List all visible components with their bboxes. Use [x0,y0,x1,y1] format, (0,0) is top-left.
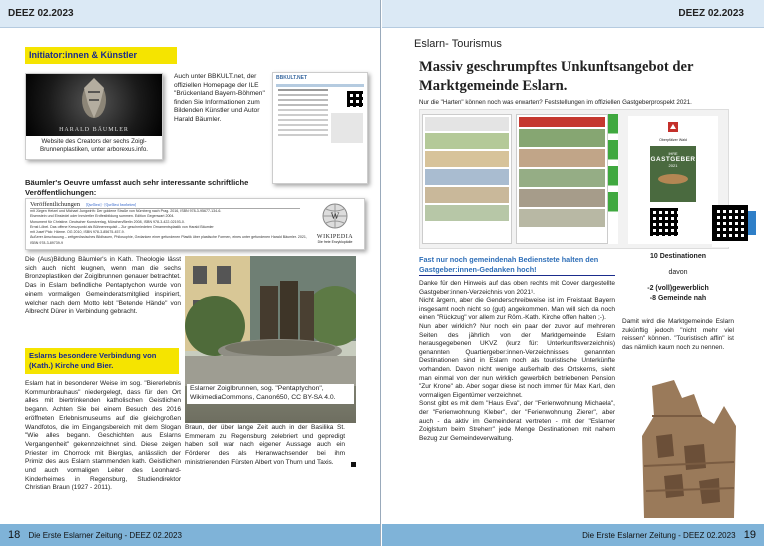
harald-logo-image [26,74,162,136]
website-screenshot [25,73,163,160]
blue-quote: Fast nur noch gemeindenah Bedienstete halten den Gastgeber:innen-Gedanken hoch! [419,255,615,276]
left-footer [0,524,380,546]
subtitle: Nur die "Harten" können noch was erwarten? Feststellungen im offiziellen Gastgeberprospekt 2021. [419,99,692,106]
initiators-title: Initiator:innen & Künstler [25,47,177,64]
right-page-number: 19 [743,529,756,541]
left-header: DEEZ 02.2023 [0,0,380,28]
stone-ruin-icon [624,376,742,518]
list-item: mit Jusef Pick: Härme. OG 2010, ISBN 978-3-85675-457-9. [30,230,125,235]
fountain-photo [185,256,356,423]
ruin-photo [624,376,742,518]
end-mark [351,462,356,467]
website-caption: Website des Creators der sechs Zoigl-Brunnenplastiken, unter arborexus.info. [39,138,148,153]
left-page-number: 18 [8,529,21,541]
fountain-scene-icon [185,256,356,386]
publications-list [30,209,308,246]
photo-caption: Eslarner Zoiglbrunnen, sog. "Pentaptychon", WikimediaCommons, Canon650, CC BY-SA 4.0. [187,384,354,404]
right-header: DEEZ 02.2023 [382,0,764,28]
qr-code-icon [347,91,363,107]
qr-code-icon [712,205,748,241]
oeuvre-heading: Bäumler's Oeuvre umfasst auch sehr interessante schriftliche Veröffentlichungen: [25,178,249,197]
right-page [382,0,764,546]
svg-text:W: W [330,211,340,221]
publications-links[interactable]: [Quelltext] · [Quelltext bearbeiten] [85,203,137,207]
article-paragraph: Nun aber wirklich? Nur noch ein paar der zuvor auf mehreren Seiten des jährlich von der Marktgemeinde Eslarn herausgegebenen UKVZ (kurz für: Unterkunftsverzeichnis) genannten Quartiergeber:innen-Verzeichnisses genannten Destinationen sind in Eslarn noch als touristische Unterkünfte vorhanden. Davon nicht wenige außerhalb des Ortskerns, sieht man einmal von der nun wirklich gewerblich betriebenen Pension "Zur Krone" ab. Aber sogar diese ist noch immer für Max Karl, den vormaligen Eigentümer verzeichnet. [419,322,615,399]
headline: Massiv geschrumpftes Unkunftsangebot der Marktgemeinde Eslarn. [419,59,694,94]
right-footer-text: Die Erste Eslarner Zeitung - DEEZ 02.2023 [582,531,736,540]
qr-code[interactable] [712,205,748,247]
publications-screenshot [25,198,365,250]
wikipedia-tagline: Die freie Enzyklopädie [317,240,353,244]
harald-logo-text: HARALD BÄUMLER [59,127,129,133]
stats-line: 10 Destinationen [649,253,706,260]
left-page [0,0,381,546]
stats-box [622,252,734,303]
brochure-qr-code-icon [650,208,678,236]
list-item: Äußerer Anschauung – zeitgenössisches Bildhauen, Philosophie, Gedanken einer gefundenen Plastik über plastische Formen, eines unter gefundenen Harald Bäumler. 2021, ISBN 978-3-89739-9 [30,235,307,245]
brochure-cover-image [650,146,696,202]
left-footer-text: Die Erste Eslarner Zeitung - DEEZ 02.2023 [28,531,182,540]
stats-line: -8 Gemeinde nah [649,294,707,302]
brochure-brand-text: Oberpfälzer Wald [659,138,687,142]
bbkult-screenshot [272,72,368,184]
bluetooth-badge-icon [748,211,756,235]
brochure-screenshot [419,109,729,249]
list-item: Eisenstein und Einsiedel oder Innviertler Erdfestbildung summen. Edition Gegenwart 2004. [30,214,175,219]
main-article-text [419,280,615,443]
article-paragraph: Danke für den Hinweis auf das oben rechts mit Cover dargestellte Gastgeber:innen-Verzeichnis von 2021¹. [419,280,615,296]
brochure-page-2 [516,114,608,244]
wikipedia-logo-text: WIKIPEDIA [316,234,354,240]
side-text: Damit wird die Marktgemeinde Eslarn zukünftig jedoch "nicht mehr viel reissen" können. "Touristisch affin" ist das nämlich kaum noch zu nennen. [622,318,734,351]
brochure-year: 2021 [668,163,678,168]
article-paragraph: Nicht ärgern, aber die Genderschreibweise ist im Freistaat Bayern insgesamt noch nicht so (gut) angekommen. Man will sich da noch einen "Rückzug" vor allem zur Röm.-Kath. Kirche offen halten ;-). [419,297,615,322]
wikipedia-globe-icon [322,203,348,229]
list-item: Ernst Löbel. Das offene Kreuzpunkt als Bühnenrequisit – Zur geschmiedeten Ornamentsplastik von Harald Bäumler [30,224,214,229]
stats-line: davon [668,268,688,276]
section-title: Eslarn- Tourismus [414,38,502,50]
wikipedia-logo [312,203,358,244]
list-item: Monument für Christine. Deutscher Kunstverlag, München/Berlin 2008, ISBN 978-3-422-02193-0. [30,219,185,224]
list-item: mit Jürgen Hetzel und Michael Jungwirth: Der goldene Straße von Nürnberg nach Prag. 2016, ISBN 978-3-95677-134-6. [30,209,222,213]
braun-text: Braun, der über lange Zeit auch in der Basilika St. Emmeram zu Regensburg zelebriert und gepredigt haben soll war nach eigener Aussage auch ein Förderer des als Heranwachsender bei ihm ministrierenden Fürsten Albert von Thurn und Taxis. [185,424,345,466]
bbkult-text: Auch unter BBKULT.net, der offiziellen Homepage der ILE "Brückenland Bayern-Böhmen" finden Sie Informationen zum Bildenden Künstler und Autor Harald Bäumler. [174,73,265,123]
brochure-title-small: IHRE [668,152,678,156]
brochure-brand [648,120,698,142]
theology-text: Die (Aus)Bildung Bäumler's in Kath. Theologie lässt sich auch nicht leugnen, wenn man die sechs Bronzeplastiken der Zoiglbrunnen genauer betrachtet. Das in Eslarn befindliche Pentaptychon wurde von einem vormaligen Gemeinderatsmitglied inspiriert, welcher nach dem Motto lebt "Betende Hände" von Albrecht Dürer in Verbindung gebracht. [25,256,181,316]
brochure-cover [628,116,718,244]
church-title: Eslarns besondere Verbindung von (Kath.) Kirche und Bier. [25,348,179,374]
brand-logo-icon [667,121,679,133]
brochure-title: GASTGEBER [650,156,696,163]
bbkult-logo: BBKULT.NET [276,75,308,81]
stats-line: -2 (voll)gewerblich [647,285,709,292]
right-footer [382,524,764,546]
publications-title: Veröffentlichungen [30,201,81,208]
brochure-page-1 [422,114,512,244]
church-text: Eslarn hat in besonderer Weise im sog. "Biererlebnis Kommunbrauhaus" niedergelegt, dass für den Ort alles mit biertrinkenden katholischen Geistlichen begann. Achten Sie bei einem Besuch des 2016 eröffneten Erlebnismuseums auf die gleichgroßen Wandfotos, die im Eingangsbereich mit dem Slogan "Wie alles begann. Geschichten aus Eslarns Vergangenheit" gekennzeichnet sind. Diese zeigen Priester im Chorrock mit Bierglas, anlässlich der Primiz des aus Eslarn stammenden kath. Geistlichen und auch vormaligen Leiter des Leonhard-Kinderheimes in Regensburg, Studiendirektor Christian Braun (1927 - 2011). [25,380,181,492]
article-paragraph: Sonst gibt es mit dem "Haus Eva", der "Ferienwohnung Michaela", der "Ferienwohnung Kleber", der "Ferienwohnung Zierer", aber auch - da aktiv im Gemeinderat vertreten - mit der "Eslarner Zoiglstum beim Streherr" jede Menge Destinationen mit nahem Bezug zur Gemeindeverwaltung. [419,400,615,442]
